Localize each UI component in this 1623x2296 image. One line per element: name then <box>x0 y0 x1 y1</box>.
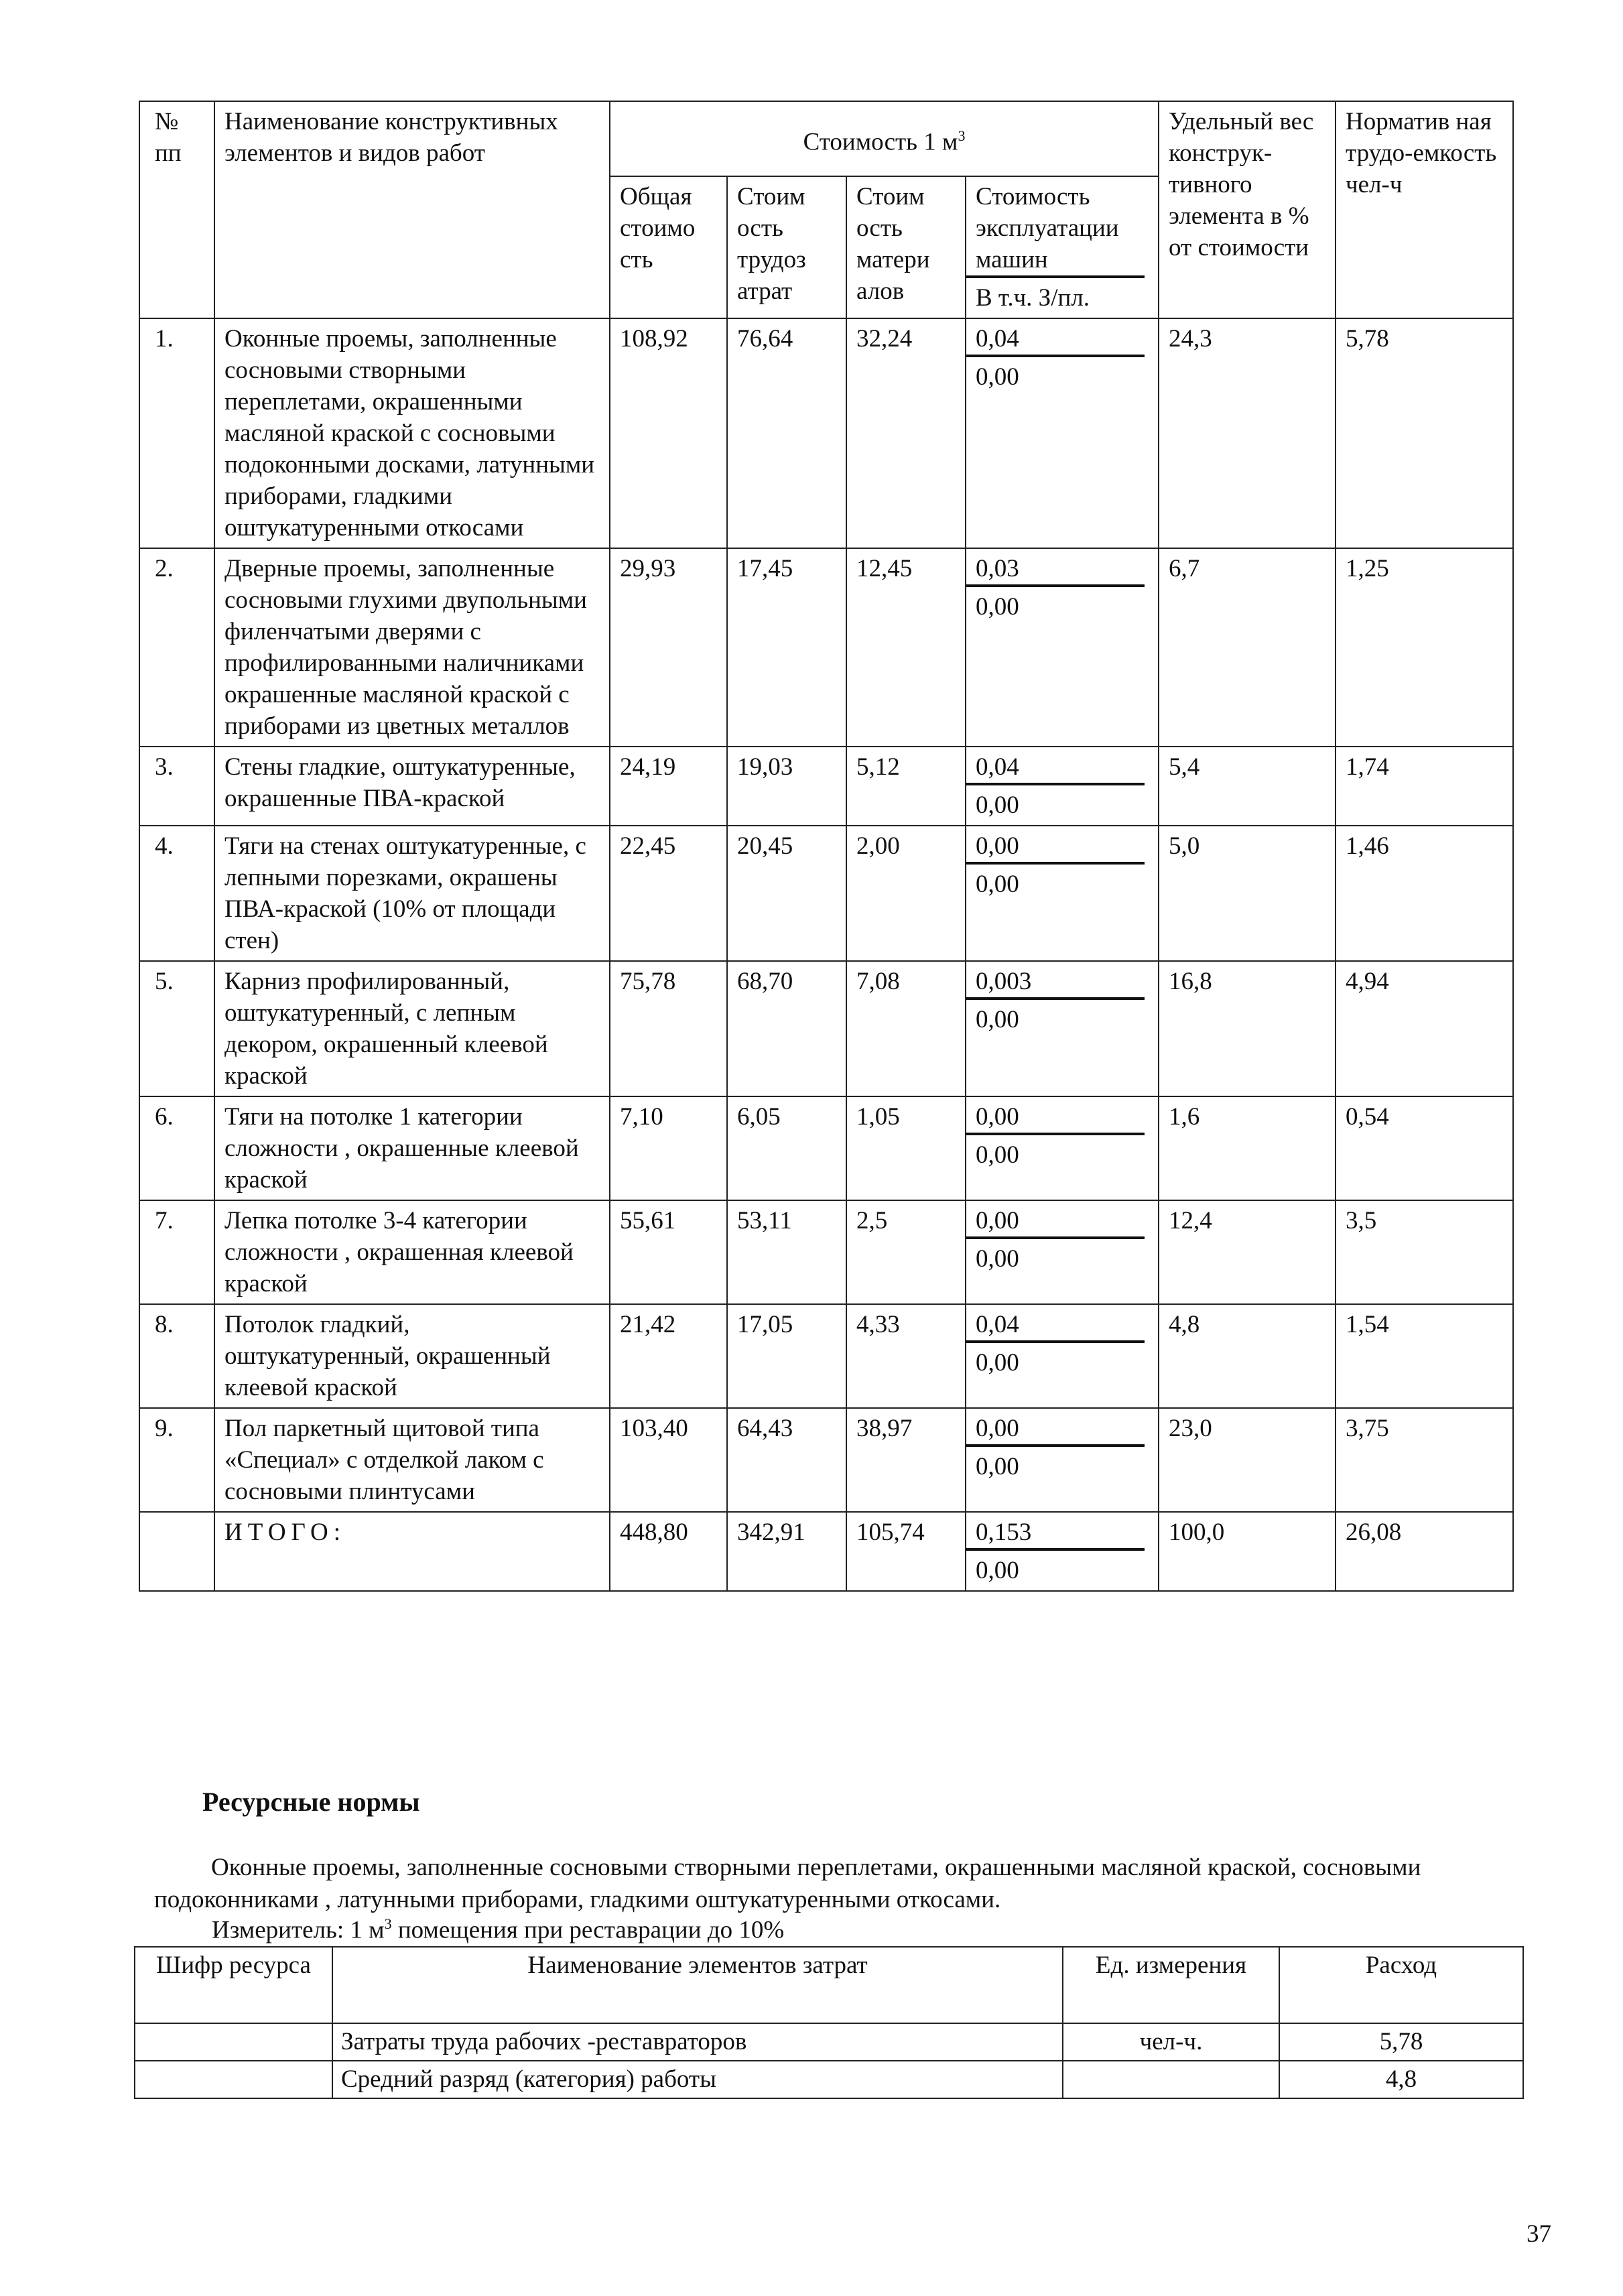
resource-norms-table <box>134 1946 1524 2099</box>
resource-unit <box>1063 2061 1279 2098</box>
resource-row <box>135 2023 1523 2061</box>
header-weight: Удельный вес конструк-тивного элемента в % от стоимости <box>1159 101 1336 318</box>
row-number: 2. <box>139 548 214 747</box>
row-machine-wage: 0,00 <box>976 593 1019 621</box>
resource-header-unit: Ед. измерения <box>1063 1947 1279 2023</box>
header-norm: Норматив ная трудо-емкость чел-ч <box>1336 101 1513 318</box>
row-material-cost: 2,00 <box>846 826 966 961</box>
row-name: Дверные проемы, заполненные сосновыми глухими двупольными филенчатыми дверями с профилированными наличниками окрашенные масляной краской с приборами из цветных металлов <box>214 548 610 747</box>
row-machine-wage: 0,00 <box>976 363 1019 391</box>
total-number-cell <box>139 1512 214 1591</box>
row-weight: 12,4 <box>1159 1200 1336 1304</box>
row-labor-cost: 53,11 <box>727 1200 846 1304</box>
row-machine-wage: 0,00 <box>976 1349 1019 1377</box>
row-material-cost: 2,5 <box>846 1200 966 1304</box>
row-norm: 1,74 <box>1336 747 1513 826</box>
total-machine-cell <box>966 1512 1159 1591</box>
header-machine-wage-label: В т.ч. З/пл. <box>976 284 1090 312</box>
header-material-cost: Стоим ость матери алов <box>846 176 966 318</box>
header-total-cost: Общая стоимо сть <box>610 176 727 318</box>
row-machine-cell <box>966 961 1159 1096</box>
row-machine-cell <box>966 826 1159 961</box>
resource-header-amount: Расход <box>1279 1947 1523 2023</box>
row-machine-cell <box>966 548 1159 747</box>
row-weight: 1,6 <box>1159 1096 1336 1200</box>
row-number: 1. <box>139 318 214 548</box>
resource-header-name: Наименование элементов затрат <box>332 1947 1063 2023</box>
row-name: Потолок гладкий, оштукатуренный, окрашенный клеевой краской <box>214 1304 610 1408</box>
header-cost-group <box>610 101 1159 176</box>
total-norm: 26,08 <box>1336 1512 1513 1591</box>
total-total-cost: 448,80 <box>610 1512 727 1591</box>
row-labor-cost: 68,70 <box>727 961 846 1096</box>
row-material-cost: 5,12 <box>846 747 966 826</box>
row-norm: 4,94 <box>1336 961 1513 1096</box>
resource-amount: 4,8 <box>1279 2061 1523 2098</box>
row-number: 5. <box>139 961 214 1096</box>
row-machine-cell <box>966 1200 1159 1304</box>
row-material-cost: 12,45 <box>846 548 966 747</box>
row-norm: 5,78 <box>1336 318 1513 548</box>
row-machine-cost: 0,00 <box>966 1097 1145 1135</box>
row-name: Тяги на стенах оштукатуренные, с лепными порезками, окрашены ПВА-краской (10% от площади стен) <box>214 826 610 961</box>
row-labor-cost: 76,64 <box>727 318 846 548</box>
row-machine-cell <box>966 318 1159 548</box>
row-name: Стены гладкие, оштукатуренные, окрашенные ПВА-краской <box>214 747 610 826</box>
row-norm: 3,5 <box>1336 1200 1513 1304</box>
resource-name: Затраты труда рабочих -реставраторов <box>332 2023 1063 2061</box>
row-number: 6. <box>139 1096 214 1200</box>
row-machine-cost: 0,00 <box>966 1409 1145 1447</box>
header-number: № пп <box>139 101 214 318</box>
row-norm: 1,25 <box>1336 548 1513 747</box>
row-number: 8. <box>139 1304 214 1408</box>
header-name: Наименование конструктивных элементов и видов работ <box>214 101 610 318</box>
header-machine-cost <box>966 176 1159 318</box>
row-machine-cost: 0,00 <box>966 1201 1145 1239</box>
table-row <box>139 961 1513 1096</box>
row-machine-wage: 0,00 <box>976 791 1019 819</box>
resource-row <box>135 2061 1523 2098</box>
row-total-cost: 22,45 <box>610 826 727 961</box>
row-weight: 24,3 <box>1159 318 1336 548</box>
row-total-cost: 75,78 <box>610 961 727 1096</box>
measure-suffix: помещения при реставрации до 10% <box>391 1916 785 1944</box>
measure-prefix: Измеритель: 1 м <box>212 1916 385 1944</box>
row-machine-cell <box>966 1408 1159 1512</box>
row-machine-cost: 0,00 <box>966 826 1145 865</box>
row-total-cost: 7,10 <box>610 1096 727 1200</box>
row-total-cost: 55,61 <box>610 1200 727 1304</box>
row-machine-cell <box>966 1304 1159 1408</box>
row-material-cost: 1,05 <box>846 1096 966 1200</box>
resource-code <box>135 2061 332 2098</box>
row-number: 7. <box>139 1200 214 1304</box>
row-total-cost: 24,19 <box>610 747 727 826</box>
row-machine-wage: 0,00 <box>976 1453 1019 1480</box>
row-norm: 3,75 <box>1336 1408 1513 1512</box>
row-number: 9. <box>139 1408 214 1512</box>
row-name: Тяги на потолке 1 категории сложности , окрашенные клеевой краской <box>214 1096 610 1200</box>
resource-header-row <box>135 1947 1523 2023</box>
row-machine-cost: 0,03 <box>966 549 1145 587</box>
total-machine-cost: 0,153 <box>966 1513 1145 1551</box>
resource-code <box>135 2023 332 2061</box>
row-number: 3. <box>139 747 214 826</box>
table-row <box>139 318 1513 548</box>
header-row-1 <box>139 101 1513 176</box>
row-labor-cost: 6,05 <box>727 1096 846 1200</box>
row-name: Карниз профилированный, оштукатуренный, с лепным декором, окрашенный клеевой краской <box>214 961 610 1096</box>
total-machine-wage: 0,00 <box>976 1557 1019 1584</box>
row-machine-cell <box>966 1096 1159 1200</box>
total-row <box>139 1512 1513 1591</box>
row-number: 4. <box>139 826 214 961</box>
row-material-cost: 32,24 <box>846 318 966 548</box>
measure-line <box>212 1915 784 1944</box>
row-total-cost: 29,93 <box>610 548 727 747</box>
row-machine-wage: 0,00 <box>976 1006 1019 1033</box>
table-row <box>139 1096 1513 1200</box>
row-machine-cost: 0,04 <box>966 747 1145 785</box>
table-row <box>139 1408 1513 1512</box>
header-cost-group-sup: 3 <box>958 127 966 144</box>
row-total-cost: 108,92 <box>610 318 727 548</box>
table-row <box>139 1304 1513 1408</box>
row-material-cost: 7,08 <box>846 961 966 1096</box>
table-row <box>139 548 1513 747</box>
section-title: Ресурсные нормы <box>202 1787 420 1817</box>
row-machine-cost: 0,003 <box>966 962 1145 1000</box>
measure-sup: 3 <box>384 1915 392 1932</box>
row-labor-cost: 17,05 <box>727 1304 846 1408</box>
row-total-cost: 103,40 <box>610 1408 727 1512</box>
row-name: Пол паркетный щитовой типа «Специал» с отделкой лаком с сосновыми плинтусами <box>214 1408 610 1512</box>
total-label: ИТОГО: <box>214 1512 610 1591</box>
table-row <box>139 826 1513 961</box>
row-weight: 6,7 <box>1159 548 1336 747</box>
row-name: Оконные проемы, заполненные сосновыми створными переплетами, окрашенными масляной краской с сосновыми подоконными досками, латунными приборами, гладкими оштукатуренными откосами <box>214 318 610 548</box>
row-machine-wage: 0,00 <box>976 871 1019 898</box>
row-norm: 1,54 <box>1336 1304 1513 1408</box>
row-weight: 5,4 <box>1159 747 1336 826</box>
row-labor-cost: 17,45 <box>727 548 846 747</box>
row-machine-cost: 0,04 <box>966 1305 1145 1343</box>
cost-structure-table <box>139 101 1514 1592</box>
header-labor-cost: Стоим ость трудоз атрат <box>727 176 846 318</box>
row-weight: 4,8 <box>1159 1304 1336 1408</box>
row-weight: 16,8 <box>1159 961 1336 1096</box>
resource-name: Средний разряд (категория) работы <box>332 2061 1063 2098</box>
header-machine-cost-label: Стоимость эксплуатации машин <box>966 177 1145 278</box>
header-cost-group-label: Стоимость 1 м <box>803 128 958 156</box>
row-norm: 1,46 <box>1336 826 1513 961</box>
row-name: Лепка потолке 3-4 категории сложности , окрашенная клеевой краской <box>214 1200 610 1304</box>
table-row <box>139 1200 1513 1304</box>
row-labor-cost: 20,45 <box>727 826 846 961</box>
row-norm: 0,54 <box>1336 1096 1513 1200</box>
row-material-cost: 4,33 <box>846 1304 966 1408</box>
row-machine-cost: 0,04 <box>966 319 1145 357</box>
row-machine-cell <box>966 747 1159 826</box>
row-total-cost: 21,42 <box>610 1304 727 1408</box>
page-number: 37 <box>1527 2220 1551 2248</box>
resource-amount: 5,78 <box>1279 2023 1523 2061</box>
row-weight: 5,0 <box>1159 826 1336 961</box>
row-labor-cost: 64,43 <box>727 1408 846 1512</box>
total-material-cost: 105,74 <box>846 1512 966 1591</box>
resource-unit: чел-ч. <box>1063 2023 1279 2061</box>
row-machine-wage: 0,00 <box>976 1141 1019 1169</box>
row-material-cost: 38,97 <box>846 1408 966 1512</box>
row-labor-cost: 19,03 <box>727 747 846 826</box>
section-intro-text: Оконные проемы, заполненные сосновыми створными переплетами, окрашенными масляной краской, сосновыми подоконниками , латунными приборами, гладкими оштукатуренными откосами. <box>154 1854 1421 1913</box>
total-labor-cost: 342,91 <box>727 1512 846 1591</box>
resource-header-code: Шифр ресурса <box>135 1947 332 2023</box>
row-weight: 23,0 <box>1159 1408 1336 1512</box>
total-weight: 100,0 <box>1159 1512 1336 1591</box>
row-machine-wage: 0,00 <box>976 1245 1019 1273</box>
table-row <box>139 747 1513 826</box>
